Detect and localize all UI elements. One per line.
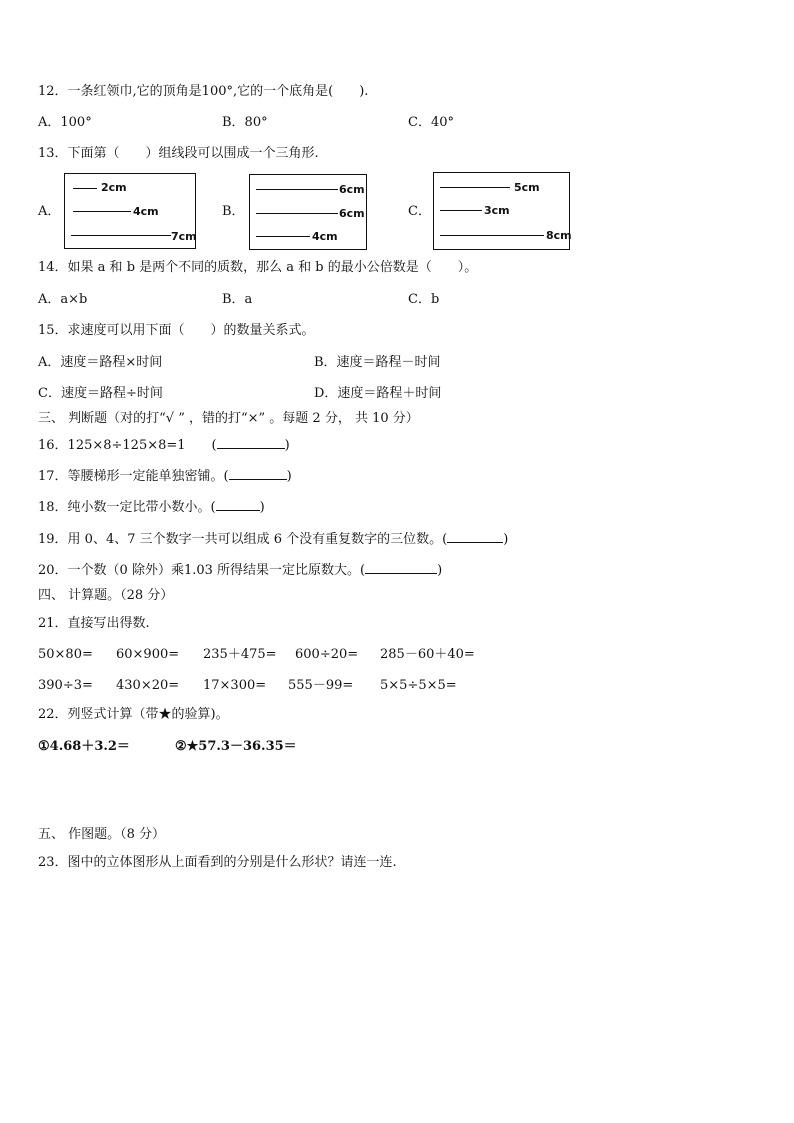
q21-expression: 235＋475= — [203, 647, 277, 662]
segment-line — [440, 187, 510, 188]
q15-option-c: C．速度＝路程÷时间 — [38, 386, 163, 401]
q16 — [38, 438, 290, 454]
segment-length-label: 3cm — [484, 204, 510, 217]
q21-expression: 285－60＋40= — [380, 647, 475, 662]
q16-text: 16．125×8÷125×8=1 ( — [38, 438, 217, 453]
q17-text: 17．等腰梯形一定能单独密铺。( — [38, 469, 229, 484]
segment-line — [256, 236, 310, 237]
q22-item-2: ②★57.3－36.35＝ — [175, 739, 297, 754]
q14-option-a: A．a×b — [38, 292, 88, 307]
answer-blank[interactable] — [217, 448, 285, 449]
segment-line — [73, 188, 97, 189]
q12-option-c: C．40° — [408, 115, 454, 130]
q20-close: ) — [437, 563, 443, 578]
q13-stem: 13．下面第（ ）组线段可以围成一个三角形. — [38, 146, 319, 161]
q21-expression: 60×900= — [116, 647, 180, 662]
q19 — [38, 532, 508, 548]
section-3-heading: 三、 判断题（对的打“√ ” ，错的打“×” 。每题 2 分， 共 10 分） — [38, 411, 419, 426]
q19-text: 19．用 0、4、7 三个数字一共可以组成 6 个没有重复数字的三位数。( — [38, 532, 448, 547]
q13-figure-a — [64, 173, 196, 249]
answer-blank[interactable] — [229, 479, 287, 480]
q18-close: ) — [259, 500, 265, 515]
q15-option-d: D．速度＝路程＋时间 — [314, 386, 442, 401]
segment-length-label: 6cm — [339, 183, 365, 196]
q13-option-c-label: C． — [408, 204, 431, 219]
q21-stem: 21．直接写出得数. — [38, 616, 150, 631]
section-5-heading: 五、 作图题。（8 分） — [38, 827, 166, 842]
q21-expression: 555－99= — [288, 678, 354, 693]
q22-item-1: ①4.68＋3.2＝ — [38, 739, 130, 754]
segment-length-label: 4cm — [133, 205, 159, 218]
q21-expression: 5×5÷5×5= — [380, 678, 457, 693]
q23-stem: 23．图中的立体图形从上面看到的分别是什么形状？请连一连. — [38, 855, 397, 870]
segment-line — [440, 210, 482, 211]
q15-option-b: B．速度＝路程－时间 — [314, 355, 441, 370]
q12-option-b: B．80° — [222, 115, 268, 130]
q21-expression: 17×300= — [203, 678, 267, 693]
answer-blank[interactable] — [447, 542, 503, 543]
segment-line — [256, 189, 338, 190]
q14-option-c: C．b — [408, 292, 440, 307]
q15-stem: 15．求速度可以用下面（ ）的数量关系式。 — [38, 323, 315, 338]
answer-blank[interactable] — [216, 510, 260, 511]
segment-length-label: 6cm — [339, 207, 365, 220]
answer-blank[interactable] — [365, 573, 437, 574]
segment-length-label: 2cm — [101, 181, 127, 194]
segment-line — [73, 211, 131, 212]
segment-length-label: 5cm — [514, 181, 540, 194]
q16-close: ) — [284, 438, 290, 453]
q12-option-a: A．100° — [38, 115, 92, 130]
segment-length-label: 4cm — [312, 230, 338, 243]
segment-line — [256, 213, 338, 214]
section-4-heading: 四、 计算题。（28 分） — [38, 588, 174, 603]
q14-stem: 14．如果 a 和 b 是两个不同的质数，那么 a 和 b 的最小公倍数是（ ）。 — [38, 260, 478, 275]
q15-option-a: A．速度＝路程×时间 — [38, 355, 163, 370]
q17 — [38, 469, 292, 485]
q13-figure-c — [433, 172, 570, 250]
q21-expression: 430×20= — [116, 678, 180, 693]
segment-length-label: 8cm — [546, 229, 572, 242]
segment-line — [440, 235, 544, 236]
q20-text: 20．一个数（0 除外）乘1.03 所得结果一定比原数大。( — [38, 563, 366, 578]
q21-expression: 50×80= — [38, 647, 93, 662]
segment-line — [71, 235, 171, 236]
q18-text: 18．纯小数一定比带小数小。( — [38, 500, 216, 515]
q19-close: ) — [503, 532, 509, 547]
segment-length-label: 7cm — [171, 230, 197, 243]
q18 — [38, 500, 265, 516]
q20 — [38, 563, 442, 579]
q22-stem: 22．列竖式计算（带★的验算)。 — [38, 707, 229, 722]
q14-option-b: B．a — [222, 292, 253, 307]
q21-expression: 600÷20= — [295, 647, 359, 662]
q13-figure-b — [249, 174, 367, 250]
q13-option-a-label: A． — [38, 204, 61, 219]
q13-option-b-label: B． — [222, 204, 245, 219]
q17-close: ) — [286, 469, 292, 484]
q21-expression: 390÷3= — [38, 678, 93, 693]
q12-stem: 12．一条红领巾,它的顶角是100°,它的一个底角是( ). — [38, 84, 369, 99]
